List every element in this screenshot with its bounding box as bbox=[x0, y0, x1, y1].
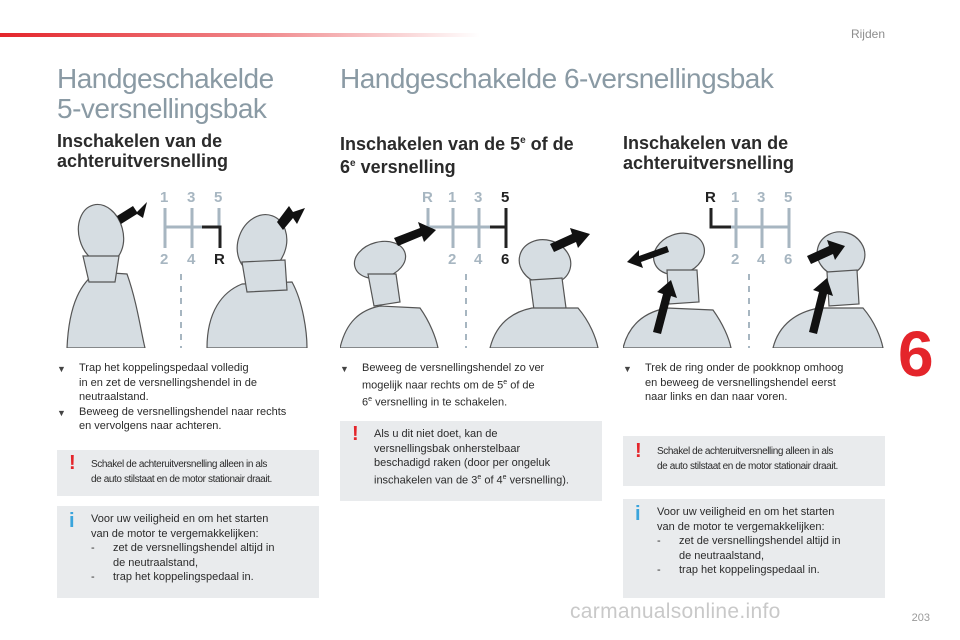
middle-instructions bbox=[340, 361, 602, 410]
svg-text:3: 3 bbox=[187, 189, 196, 206]
svg-text:R: R bbox=[422, 189, 433, 206]
info-icon: i bbox=[69, 510, 75, 532]
svg-text:2: 2 bbox=[448, 251, 457, 268]
list-item: ▼ Trap het koppelingspedaal volledig in en zet de versnellingshendel in de neutraalstand. bbox=[57, 362, 257, 403]
triangle-bullet-icon: ▼ bbox=[57, 407, 66, 418]
left-instructions bbox=[57, 361, 319, 434]
left-info-box: i Voor uw veiligheid en om het starten van de motor te vergemakkelijken: - zet de versnellingshendel altijd in de neutraalstand, - trap het koppelingspedaal in. bbox=[57, 506, 319, 598]
svg-text:4: 4 bbox=[187, 251, 196, 268]
svg-text:R: R bbox=[214, 251, 225, 268]
middle-gear-figure bbox=[340, 182, 602, 348]
left-gear-figure bbox=[57, 182, 319, 348]
svg-text:1: 1 bbox=[731, 189, 740, 206]
svg-text:3: 3 bbox=[474, 189, 483, 206]
right-main-title: Handgeschakelde 6-versnellingsbak bbox=[340, 63, 774, 94]
left-warning-box: ! Schakel de achteruitversnelling alleen in als de auto stilstaat en de motor stationair draait. bbox=[57, 450, 319, 496]
page-number: 203 bbox=[911, 612, 930, 624]
right-instructions bbox=[623, 361, 885, 405]
svg-text:1: 1 bbox=[160, 189, 169, 206]
svg-text:6: 6 bbox=[784, 251, 793, 268]
svg-text:2: 2 bbox=[731, 251, 740, 268]
svg-text:5: 5 bbox=[214, 189, 223, 206]
right-info-box: i Voor uw veiligheid en om het starten van de motor te vergemakkelijken: - zet de versnellingshendel altijd in de neutraalstand, - trap het koppelingspedaal in. bbox=[623, 499, 885, 598]
svg-text:2: 2 bbox=[160, 251, 169, 268]
middle-warning-box: ! Als u dit niet doet, kan de versnellingsbak onherstelbaar beschadigd raken (door per ongeluk inschakelen van de 3e of 4e versnelling). bbox=[340, 421, 602, 501]
gearshift-5-speed-illustration bbox=[57, 182, 319, 348]
exclamation-icon: ! bbox=[69, 452, 76, 474]
info-icon: i bbox=[635, 503, 641, 525]
svg-text:4: 4 bbox=[474, 251, 483, 268]
middle-subtitle: Inschakelen van de 5e of de 6e versnelling bbox=[340, 134, 574, 177]
exclamation-icon: ! bbox=[635, 440, 642, 462]
svg-text:5: 5 bbox=[501, 189, 510, 206]
exclamation-icon: ! bbox=[352, 423, 359, 445]
svg-text:4: 4 bbox=[757, 251, 766, 268]
triangle-bullet-icon: ▼ bbox=[623, 364, 632, 374]
gearshift-6-speed-reverse-illustration bbox=[623, 182, 885, 348]
svg-text:3: 3 bbox=[757, 189, 766, 206]
top-accent-bar bbox=[0, 33, 480, 37]
left-main-title: Handgeschakelde 5-versnellingsbak bbox=[57, 63, 274, 124]
watermark: carmanualsonline.info bbox=[570, 600, 781, 623]
svg-text:5: 5 bbox=[784, 189, 793, 206]
list-item: ▼ Trek de ring onder de pookknop omhoog en beweeg de versnellingshendel eerst naar links en dan naar voren. bbox=[623, 362, 844, 403]
right-warning-box: ! Schakel de achteruitversnelling alleen in als de auto stilstaat en de motor stationair draait. bbox=[623, 436, 885, 486]
triangle-bullet-icon: ▼ bbox=[57, 364, 66, 374]
gearshift-6-speed-5-6-illustration bbox=[340, 182, 602, 348]
svg-text:6: 6 bbox=[501, 251, 510, 268]
right-subtitle: Inschakelen van de achteruitversnelling bbox=[623, 133, 795, 173]
right-gear-figure bbox=[623, 182, 885, 348]
left-subtitle: Inschakelen van de achteruitversnelling bbox=[57, 131, 229, 171]
section-label: Rijden bbox=[850, 27, 885, 41]
chapter-number: 6 bbox=[898, 318, 934, 390]
svg-text:R: R bbox=[705, 189, 716, 206]
triangle-bullet-icon: ▼ bbox=[340, 364, 349, 374]
svg-text:1: 1 bbox=[448, 189, 457, 206]
list-item: ▼ Beweeg de versnellingshendel naar rechts en vervolgens naar achteren. bbox=[57, 405, 287, 432]
list-item: ▼ Beweeg de versnellingshendel zo ver mogelijk naar rechts om de 5e of de 6e versnelling in te schakelen. bbox=[340, 362, 545, 409]
